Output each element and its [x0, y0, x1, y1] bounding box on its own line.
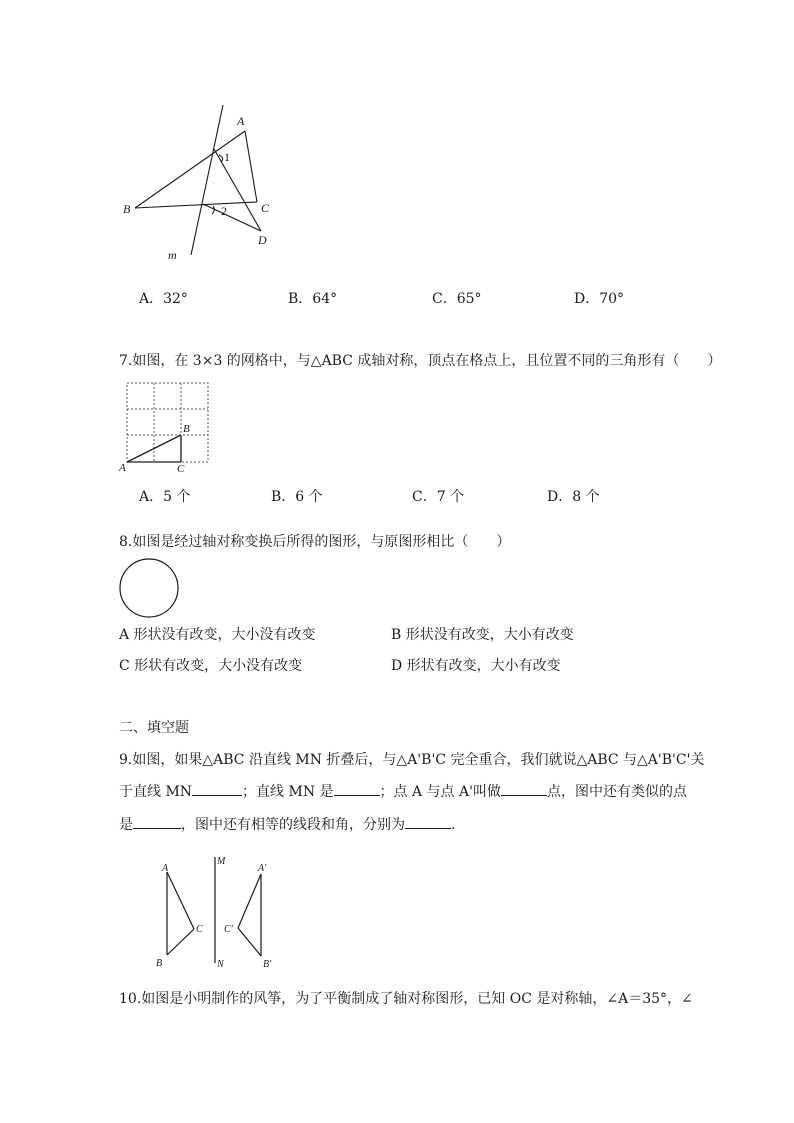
label-B: B — [156, 958, 163, 969]
label-angle-2: 2 — [221, 204, 227, 218]
label-C: C — [196, 924, 203, 935]
q9-text-g: . — [451, 817, 456, 833]
line-m — [191, 105, 223, 255]
q9-line-1: 9.如图，如果△ABC 沿直线 MN 折叠后，与△A'B'C 完全重合，我们就说△ABC 与△A'B'C'关 — [119, 752, 705, 768]
q9-text-d: 点，图中还有类似的点 — [546, 784, 687, 800]
segment-BA — [135, 131, 245, 208]
q8-circle-figure — [118, 557, 182, 621]
q8-option-a[interactable]: A 形状没有改变，大小没有改变 — [119, 627, 316, 643]
q6-option-c[interactable]: C．65° — [432, 291, 482, 307]
segment-FD — [203, 204, 261, 231]
q9-text-a: 于直线 MN — [119, 784, 193, 800]
circle — [120, 559, 178, 617]
segment-A2C2 — [238, 874, 261, 928]
label-B-prime: B′ — [263, 959, 272, 970]
label-N: N — [217, 959, 224, 970]
segment-AC — [245, 131, 257, 202]
q9-blank-4[interactable] — [133, 816, 181, 829]
q6-figure — [115, 105, 295, 265]
grid-label-C: C — [177, 463, 185, 472]
q9-blank-5[interactable] — [405, 816, 451, 829]
section-title: 二、填空题 — [119, 720, 189, 736]
grid-label-A: A — [119, 462, 126, 472]
label-A: A — [237, 114, 245, 128]
q8-option-c[interactable]: C 形状有改变，大小没有改变 — [119, 658, 303, 674]
q8-option-d[interactable]: D 形状有改变，大小有改变 — [391, 658, 561, 674]
q9-line-3 — [119, 816, 455, 833]
label-C-prime: C′ — [224, 924, 233, 935]
label-angle-1: 1 — [224, 150, 230, 164]
label-C: C — [261, 201, 270, 215]
segment-BC — [135, 202, 257, 208]
label-m: m — [168, 248, 177, 262]
q9-line-2 — [119, 783, 687, 800]
q9-blank-1[interactable] — [192, 783, 242, 796]
segment-BC — [167, 929, 194, 955]
q10-stem: 10.如图是小明制作的风筝，为了平衡制成了轴对称图形，已知 OC 是对称轴，∠A＝35°，∠ — [119, 991, 693, 1007]
label-B: B — [123, 202, 131, 216]
grid-label-B: B — [183, 423, 190, 435]
q7-stem: 7.如图，在 3×3 的网格中，与△ABC 成轴对称，顶点在格点上，且位置不同的三角形有（ ） — [119, 353, 722, 369]
q9-text-f: ，图中还有相等的线段和角，分别为 — [181, 817, 405, 833]
q8-option-b[interactable]: B 形状没有改变，大小有改变 — [391, 627, 574, 643]
q6-option-b[interactable]: B．64° — [288, 291, 338, 307]
q9-blank-3[interactable] — [501, 783, 547, 796]
q7-grid-figure — [117, 377, 217, 472]
label-M: M — [217, 856, 226, 867]
q7-option-b[interactable]: B．6 个 — [271, 489, 323, 505]
q9-blank-2[interactable] — [334, 783, 380, 796]
q9-text-c: ；点 A 与点 A'叫做 — [379, 784, 501, 800]
q7-option-d[interactable]: D．8 个 — [547, 489, 600, 505]
q9-text-b: ；直线 MN 是 — [242, 784, 334, 800]
q9-text-e: 是 — [119, 817, 133, 833]
label-A-prime: A′ — [258, 863, 267, 874]
q7-option-c[interactable]: C．7 个 — [412, 489, 465, 505]
q9-figure — [150, 855, 290, 970]
angle-2-arc — [212, 206, 214, 214]
label-A: A — [162, 863, 169, 874]
q8-stem: 8.如图是经过轴对称变换后所得的图形，与原图形相比（ ） — [119, 534, 511, 550]
label-D: D — [258, 233, 267, 247]
q6-option-a[interactable]: A．32° — [139, 291, 188, 307]
q7-option-a[interactable]: A．5 个 — [139, 489, 191, 505]
q6-option-d[interactable]: D．70° — [574, 291, 625, 307]
segment-AC — [167, 872, 194, 929]
segment-B2C2 — [238, 928, 261, 956]
